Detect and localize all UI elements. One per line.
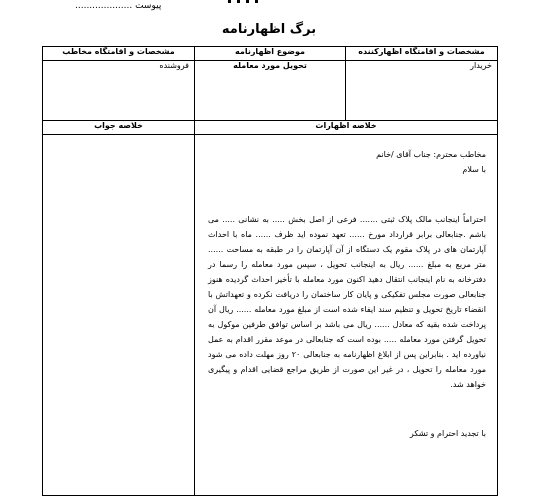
header-addressee: مشخصات و اقامتگاه مخاطب [43,47,195,61]
letter-closing: با تجدید احترام و تشکر [409,429,486,438]
header-row [43,47,498,61]
letter-paragraph: احتراماً اینجانب مالک پلاک ثبتی ....... فرعی از اصل بخش ..... به نشانی ..... می باشم .جنابعالی برابر قرارداد مورخ ...... تعهد نموده اید ظرف ...... ماه با احداث آپارتمان های در پلاک مقوم یک دستگاه از آن آپارتمان را در طبقه به مساحت ...... متر مربع به مبلغ ...... ریال به اینجانب تحویل ، سپس مورد معامله را رسما در دفترخانه به نام اینجانب انتقال دهید اکنون مورد معامله با تأخیر احداث گردیده هنوز جنابعالی صورت مجلس تفکیکی و پایان کار ساختمان را دریافت نکرده و تعهداتش با انقضاء تاریخ تحویل و تنظیم سند ایفاء شده است از مبلغ مورد معامله ...... ریال آن پرداخت شده بقیه که معادل ...... ریال می باشد بر اساس توافق طرفین موکول به تحویل گرفتن مورد معامله ..... بوده است که جنابعالی در موعد مقرر اقدام به عمل نیاورده اید . بنابراین پس از ابلاغ اظهارنامه به جنابعالی ۲۰ روز مهلت داده می شود مورد معامله را تحویل ، در غیر این صورت از طریق مراجع قضایی اقدام و پیگیری خواهد شد. [208,215,487,389]
letter-salutation: مخاطب محترم: جناب آقای /خانم [376,150,486,159]
value-applicant: خریدار [346,61,498,121]
summary-body-row [43,135,498,496]
letter-greeting: با سلام [462,165,486,174]
page-title: برگ اظهارنامه [221,22,317,37]
header-applicant: مشخصات و اقامتگاه اظهارکننده [346,47,498,61]
summary-header-row [43,121,498,135]
value-subject: تحویل مورد معامله [195,61,346,121]
value-addressee: فروشنده [43,61,195,121]
values-row [43,61,498,121]
summary-response-header: خلاصه جواب [43,121,195,135]
declaration-table [42,46,498,496]
attachment-label: پیوست .................... [75,1,162,11]
response-cell [43,135,195,496]
summary-statements-header: خلاصه اظهارات [195,121,498,135]
statements-cell [195,135,498,496]
header-subject: موضوع اظهارنامه [195,47,346,61]
letter-body [200,135,492,441]
top-cut-marks [228,0,276,5]
